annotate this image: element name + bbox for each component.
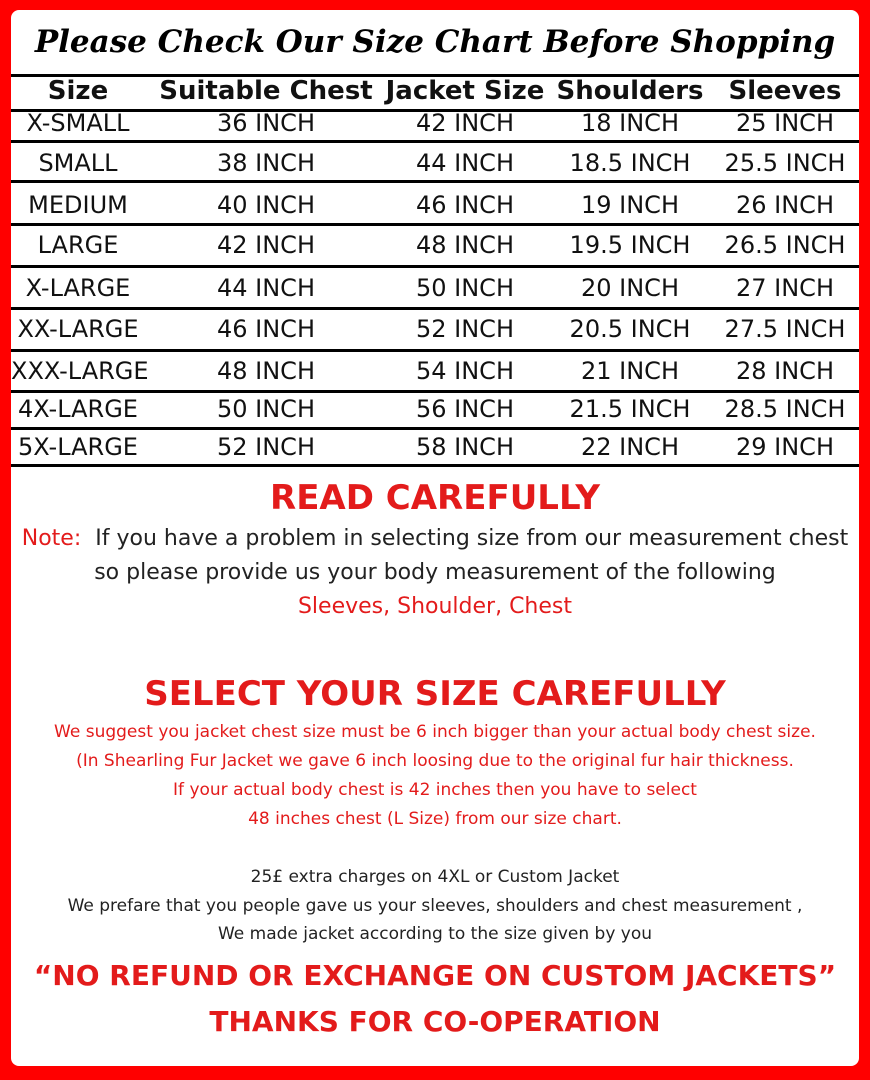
cell-shoulders: 20 INCH: [580, 274, 679, 302]
cell-sleeves: 27.5 INCH: [724, 315, 846, 343]
cell-jacket: 48 INCH: [415, 231, 514, 259]
cell-chest: 44 INCH: [216, 274, 315, 302]
note-label: Note:: [21, 526, 82, 551]
cell-sleeves: 28 INCH: [735, 357, 834, 385]
cell-jacket: 42 INCH: [415, 109, 514, 137]
cell-shoulders: 18.5 INCH: [569, 149, 691, 177]
cell-size: LARGE: [37, 231, 119, 259]
extra-line-1: 25£ extra charges on 4XL or Custom Jacket: [250, 867, 620, 887]
cell-sleeves: 25 INCH: [735, 109, 834, 137]
extra-line-2: We prefare that you people gave us your sleeves, shoulders and chest measurement ,: [67, 896, 803, 916]
cell-chest: 40 INCH: [216, 191, 315, 219]
cell-shoulders: 21.5 INCH: [569, 395, 691, 423]
divider: [11, 464, 859, 467]
header-sleeves: Sleeves: [728, 76, 842, 106]
no-refund-notice: “NO REFUND OR EXCHANGE ON CUSTOM JACKETS”: [33, 959, 837, 992]
cell-chest: 42 INCH: [216, 231, 315, 259]
select-size-heading: SELECT YOUR SIZE CAREFULLY: [144, 674, 726, 714]
cell-size: 5X-LARGE: [18, 433, 138, 461]
header-shoulders: Shoulders: [556, 76, 704, 106]
read-carefully-heading: READ CAREFULLY: [270, 478, 600, 518]
divider: [11, 390, 859, 393]
cell-sleeves: 28.5 INCH: [724, 395, 846, 423]
cell-sleeves: 26 INCH: [735, 191, 834, 219]
divider: [11, 265, 859, 268]
cell-size: X-SMALL: [26, 109, 130, 137]
cell-sleeves: 25.5 INCH: [724, 149, 846, 177]
cell-jacket: 54 INCH: [415, 357, 514, 385]
cell-jacket: 44 INCH: [415, 149, 514, 177]
cell-size: XXX-LARGE: [11, 357, 149, 385]
cell-shoulders: 20.5 INCH: [569, 315, 691, 343]
cell-jacket: 46 INCH: [415, 191, 514, 219]
cell-chest: 36 INCH: [216, 109, 315, 137]
thanks-notice: THANKS FOR CO-OPERATION: [209, 1005, 661, 1038]
cell-size: SMALL: [38, 149, 118, 177]
cell-shoulders: 21 INCH: [580, 357, 679, 385]
header-suitable-chest: Suitable Chest: [159, 76, 373, 106]
cell-shoulders: 18 INCH: [580, 109, 679, 137]
divider: [11, 349, 859, 352]
cell-sleeves: 29 INCH: [735, 433, 834, 461]
cell-size: XX-LARGE: [17, 315, 139, 343]
cell-size: X-LARGE: [25, 274, 131, 302]
note-line-1: [11, 526, 859, 551]
divider: [11, 140, 859, 143]
header-size: Size: [47, 76, 109, 106]
cell-jacket: 52 INCH: [415, 315, 514, 343]
cell-jacket: 58 INCH: [415, 433, 514, 461]
cell-jacket: 56 INCH: [415, 395, 514, 423]
select-line-2: (In Shearling Fur Jacket we gave 6 inch loosing due to the original fur hair thickness.: [76, 751, 794, 771]
select-line-1: We suggest you jacket chest size must be 6 inch bigger than your actual body chest size.: [54, 722, 816, 742]
cell-chest: 48 INCH: [216, 357, 315, 385]
cell-chest: 52 INCH: [216, 433, 315, 461]
note-line-2: so please provide us your body measurement of the following: [94, 560, 776, 585]
cell-shoulders: 19.5 INCH: [569, 231, 691, 259]
header-jacket-size: Jacket Size: [385, 76, 545, 106]
divider: [11, 427, 859, 430]
size-chart-card: [11, 10, 859, 1066]
cell-size: 4X-LARGE: [18, 395, 138, 423]
select-line-4: 48 inches chest (L Size) from our size chart.: [248, 809, 622, 829]
cell-chest: 38 INCH: [216, 149, 315, 177]
cell-jacket: 50 INCH: [415, 274, 514, 302]
cell-chest: 46 INCH: [216, 315, 315, 343]
page-title: Please Check Our Size Chart Before Shopping: [34, 24, 836, 60]
divider: [11, 307, 859, 310]
cell-size: MEDIUM: [28, 191, 128, 219]
divider: [11, 223, 859, 226]
divider: [11, 180, 859, 183]
cell-sleeves: 27 INCH: [735, 274, 834, 302]
cell-shoulders: 19 INCH: [580, 191, 679, 219]
cell-sleeves: 26.5 INCH: [724, 231, 846, 259]
select-line-3: If your actual body chest is 42 inches then you have to select: [173, 780, 697, 800]
extra-line-3: We made jacket according to the size given by you: [217, 924, 653, 944]
cell-shoulders: 22 INCH: [580, 433, 679, 461]
cell-chest: 50 INCH: [216, 395, 315, 423]
note-text: If you have a problem in selecting size from our measurement chest: [95, 526, 849, 551]
note-line-3: Sleeves, Shoulder, Chest: [297, 594, 573, 619]
